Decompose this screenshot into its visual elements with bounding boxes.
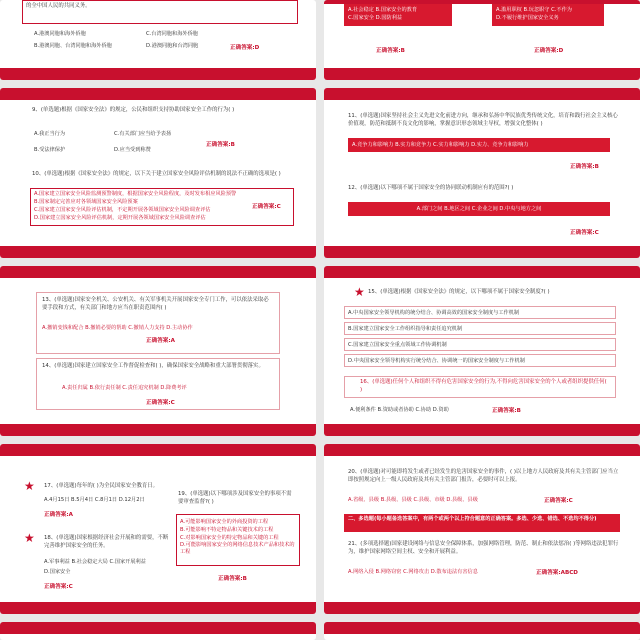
option-a: A.可能影响国家安全的外商投资的工程 (180, 519, 269, 525)
answer: 正确答案:B (218, 576, 247, 582)
option-b: B.国家制定完善应对各领域国家安全风险预案 (34, 199, 138, 205)
answer: 正确答案:C (252, 204, 281, 210)
red-border (324, 444, 640, 456)
option-c: C.国家建立国家安全重点领域工作协调机制 (348, 342, 447, 348)
red-border (324, 266, 640, 278)
option-d: D.国家安全 (44, 569, 71, 575)
option-a: A.国家建立国家安全风险监测预警制度，根据国家安全风险程度，及时发布相应风险预警 (34, 191, 237, 197)
option-b: B.受法律保护 (34, 147, 66, 153)
red-border (324, 68, 640, 80)
star-icon: ★ (354, 285, 365, 299)
options-box-right (492, 4, 604, 26)
question-15: 15、(单选题)根据《国家安全法》的规定，以下哪项不属于国家安全制度?( ) (368, 289, 550, 295)
question-14: 14、(单选题)国家建立国家安全工作督促检查和( )，确保国家安全战略和重大部署贯彻落实。 (42, 363, 264, 369)
option-c: C.对影响国家安全的特定物品和关键的工程 (180, 535, 279, 541)
option-d: D.应当受到称赞 (114, 147, 151, 153)
red-border (0, 622, 316, 634)
options: A.撤销变钱和配合 B.撤销必要的帮助 C.撤销人力支持 D.主动协作 (42, 325, 193, 331)
question-18: 18、(单选题)国家根据经济社会开展和的需要，不断完善维护国家安全的任务。 (44, 535, 169, 549)
answer: 正确答案:C (570, 230, 599, 236)
option-a: A.港澳同胞和海外侨胞 (34, 31, 86, 37)
options: A.责任归属 B.依行责任制 C.责任追究机制 D.降费考评 (62, 385, 187, 391)
options-box-left (344, 4, 452, 26)
answer: 正确答案:B (570, 164, 599, 170)
question-17: 17、(单选题)每年的( )为全民国家安全教育日。 (44, 483, 159, 489)
red-border (324, 602, 640, 614)
question-text: 的全中国人民的共同义务。 (26, 3, 91, 9)
slide-6 (324, 266, 640, 436)
answer: 正确答案:D (230, 45, 260, 51)
red-border (0, 444, 316, 456)
red-border (0, 266, 316, 278)
slide-8 (324, 444, 640, 614)
option-c: C.国家建立国家安全风险评估机制，不定期开展各领域国家安全风险调查评估 (34, 207, 211, 213)
slide-2 (324, 0, 640, 80)
question-19: 19、(单选题)以下哪项涉及国家安全的事项不需要审查监督?( ) (178, 491, 292, 505)
slide-7 (0, 444, 316, 614)
question-20: 20、(单选题)对可能即将发生或者已经发生的危害国家安全的事件，( )以上地方人民政府及其有关主管部门应当立即按照规定向上一级人民政府及其有关主管部门报告，必要时可以上报。 (348, 469, 619, 483)
options: A.4月15日 B.5月4日 C.8月1日 D.12月2日 (44, 497, 145, 503)
question-9: 9、(单选题)根据《国家安全法》的规定，公民和组织支持协助国家安全工作的行为( ) (32, 107, 235, 113)
red-border (0, 602, 316, 614)
answer: 正确答案:B (492, 408, 521, 414)
answer: 正确答案:C (146, 400, 175, 406)
option-b: B.可能影响不特定物品和关键技术的工程 (180, 527, 274, 533)
red-border (324, 622, 640, 634)
red-border (0, 424, 316, 436)
question-16: 16、(单选题)任何个人和组织不得有危害国家安全的行为,不得向危害国家安全的个人或者组织提供任何( ) (360, 379, 607, 393)
option-d: D.可能影响国家安全的网络信息技术产品和技术的工程 (180, 542, 295, 555)
option-b: B.国家建立国家安全工作组织指导和责任追究机制 (348, 326, 463, 332)
answer: 正确答案:A (146, 338, 175, 344)
question-10: 10、(单选题)根据《国家安全法》的规定，以下关于建立国家安全风险评估机制的说法不正确的选项是( ) (32, 171, 281, 177)
star-icon: ★ (24, 531, 35, 545)
slide-5 (0, 266, 316, 436)
red-border (0, 68, 316, 80)
option-c: C.台湾同胞和海外侨胞 (146, 31, 198, 37)
slide-10 (324, 622, 640, 640)
slide-3 (0, 88, 316, 258)
question-12: 12、(单选题)以下哪项不属于国家安全的协同联动机制应有的范围?( ) (348, 185, 514, 191)
options: A.便利条件 B.资助或者协助 C.协助 D.资助 (350, 407, 449, 413)
slide-4 (324, 88, 640, 258)
slide-9 (0, 622, 316, 640)
red-border (324, 424, 640, 436)
answer: 正确答案:ABCD (536, 570, 578, 576)
slide-1 (0, 0, 316, 80)
red-border (0, 246, 316, 258)
option-line: A.滥用职权 B.玩忽职守 C.不作为 (496, 7, 572, 13)
option-a: A.中央国家安全领导机构的统分结合、协调高效的国家安全制度与工作机制 (348, 310, 520, 316)
option-d: D.港澳同胞和台湾同胞 (146, 43, 199, 49)
star-icon: ★ (24, 479, 35, 493)
options: A.省级、县级 B.县级、县级 C.县级、市级 D.县级、县级 (348, 497, 478, 503)
options-bar: A.部门之间 B.地区之间 C.企业之间 D.中央与地方之间 (348, 202, 610, 216)
options-bar: A.竞争力和影响力 B.实力和竞争力 C.实力和影响力 D.实力、竞争力和影响力 (348, 138, 610, 152)
option-c: C.有关部门应当给予表扬 (114, 131, 172, 137)
answer: 正确答案:B (206, 142, 235, 148)
question-13: 13、(单选题)国家安全机关、公安机关、有关军事机关开展国家安全专门工作，可以依法采取必要手段和方式，有关部门和地方应当在职责范围内( ) (42, 297, 269, 311)
question-21: 21、(多项选择题)国家建设网络与信息安全保障体系，加强网络管理，防范、制止和依法惩治( )等网络违法犯罪行为，维护国家网络空间主权、安全和开展利益。 (348, 541, 619, 555)
red-border (0, 88, 316, 100)
option-d: D.国家建立国家安全风险评估机制，定期开展各领域国家安全风险调查评估 (34, 215, 206, 221)
option-a: A.我正当行为 (34, 131, 66, 137)
section-header: 二、多选题(每小题备选答案中，有两个或两个以上符合题意的正确答案。多选、少选、错选、不选均不得分) (344, 514, 620, 532)
option-line: A.社会稳定 B.国家安全的教育 (348, 7, 418, 13)
answer: 正确答案:D (534, 48, 564, 54)
red-border (324, 88, 640, 100)
options: A.网络入侵 B.网络窃密 C.网络攻击 D.散布违法有害信息 (348, 569, 478, 575)
red-border (324, 246, 640, 258)
question-11: 11、(单选题)国家坚持社会主义先进文化前进方向，继承和弘扬中华民族优秀传统文化，培育和践行社会主义核心价值观，防范和抵制不良文化的影响，掌握意识形态领域主导权，增强文化整体( ) (348, 113, 618, 127)
option-line: C.国家安全 D.国防利益 (348, 15, 403, 21)
option-line: D.不履行维护国家安全义务 (496, 15, 559, 21)
option-d: D.中央国家安全领导机构实行统分结合、协调统一的国家安全制度与工作机制 (348, 358, 525, 364)
option-b: B.港澳同胞、台湾同胞和海外侨胞 (34, 43, 112, 49)
answer: 正确答案:C (544, 498, 573, 504)
answer: 正确答案:A (44, 512, 73, 518)
answer: 正确答案:C (44, 584, 73, 590)
answer: 正确答案:B (376, 48, 405, 54)
option-abc: A.军事利益 B.社会稳定大局 C.国家开展利益 (44, 559, 146, 565)
